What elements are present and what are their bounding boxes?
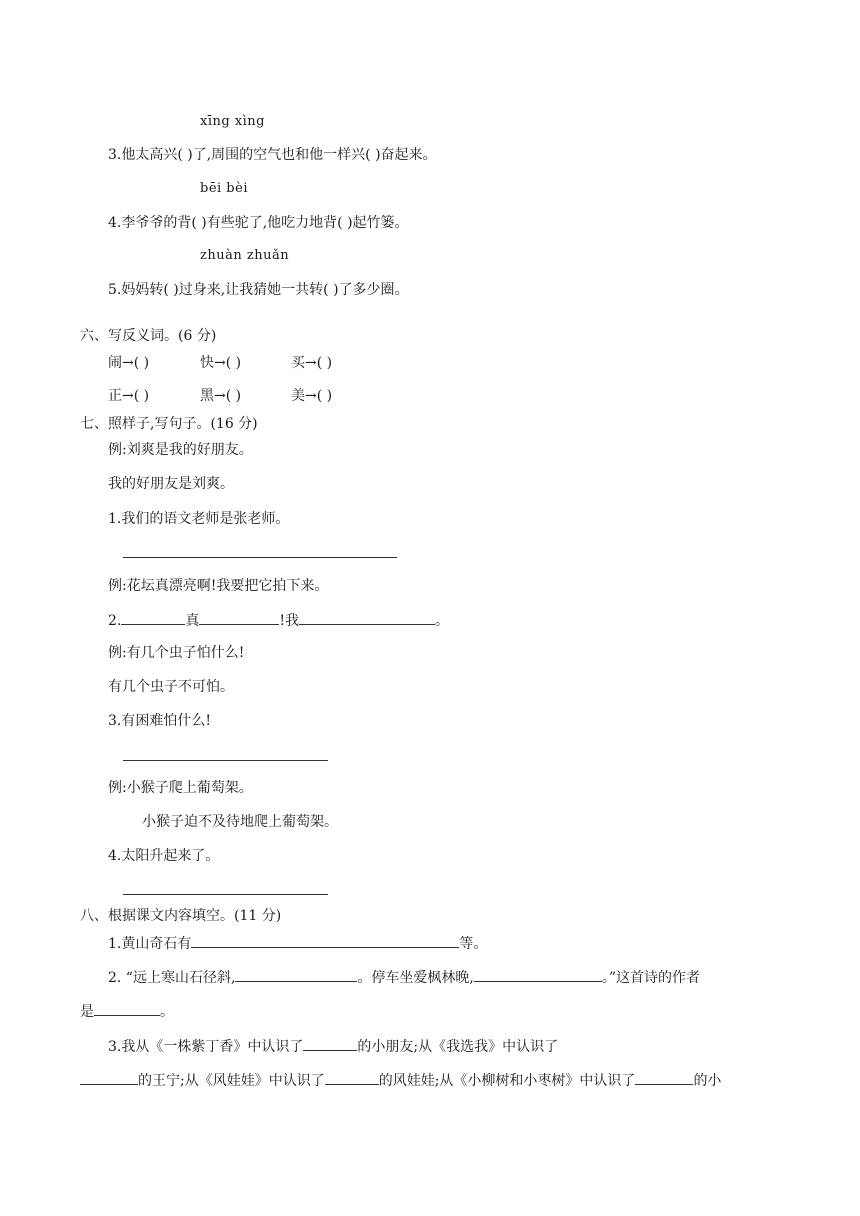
pinyin-bei: bēi bèi	[200, 181, 248, 196]
example-1-rewritten: 我的好朋友是刘爽。	[108, 476, 234, 492]
q8-1-end: 等。	[459, 936, 488, 952]
q2-text: 真	[185, 613, 200, 629]
question-8-1	[108, 933, 487, 954]
q8-3-text: 的风娃娃;从《小柳树和小枣树》中认识了	[378, 1073, 636, 1089]
blank[interactable]	[199, 610, 279, 625]
antonym-item: 正→( )	[108, 388, 150, 404]
section-8-heading: 八、根据课文内容填空。(11 分)	[80, 908, 282, 924]
question-5-4: 4.李爷爷的背( )有些驼了,他吃力地背( )起竹篓。	[108, 215, 409, 231]
question-5-5: 5.妈妈转( )过身来,让我猜她一共转( )了多少圈。	[108, 282, 409, 298]
blank[interactable]	[325, 1070, 379, 1085]
blank[interactable]	[474, 967, 602, 982]
pinyin-zhuan: zhuàn zhuǎn	[200, 248, 290, 263]
antonym-item: 闹→( )	[108, 355, 150, 371]
blank[interactable]	[191, 933, 459, 948]
question-8-2-cont	[80, 1001, 174, 1022]
question-8-2	[108, 967, 700, 988]
example-3-original: 例:有几个虫子怕什么!	[108, 645, 245, 661]
example-3-rewritten: 有几个虫子不可怕。	[108, 679, 234, 695]
antonym-item: 买→( )	[291, 355, 333, 371]
question-7-3: 3.有困难怕什么!	[108, 713, 211, 729]
antonym-item: 黑→( )	[200, 388, 242, 404]
q8-2-text: 。停车坐爱枫林晚,	[357, 970, 474, 986]
q8-3-text: 的小朋友;从《我选我》中认识了	[357, 1039, 559, 1055]
antonym-item: 快→( )	[200, 355, 242, 371]
q8-3-text: 的小	[693, 1073, 722, 1089]
q2-text: !我	[279, 613, 299, 629]
question-5-3: 3.他太高兴( )了,周围的空气也和他一样兴( )奋起来。	[108, 147, 437, 163]
question-7-4: 4.太阳升起来了。	[108, 848, 220, 864]
example-4-rewritten: 小猴子迫不及待地爬上葡萄架。	[142, 814, 338, 830]
section-6-heading: 六、写反义词。(6 分)	[80, 328, 217, 344]
blank[interactable]	[235, 967, 357, 982]
answer-line[interactable]	[123, 760, 328, 761]
question-8-3	[108, 1036, 558, 1057]
q8-2-text: 2. “远上寒山石径斜,	[108, 970, 236, 986]
answer-line[interactable]	[123, 557, 397, 558]
q2-end: 。	[435, 613, 449, 629]
q8-3-text: 3.我从《一株紫丁香》中认识了	[108, 1039, 304, 1055]
section-7-heading: 七、照样子,写句子。(16 分)	[80, 416, 258, 432]
blank[interactable]	[635, 1070, 693, 1085]
question-7-2	[108, 610, 449, 631]
pinyin-xing: xīng xìng	[200, 114, 265, 129]
example-1-original: 例:刘爽是我的好朋友。	[108, 442, 253, 458]
question-7-1: 1.我们的语文老师是张老师。	[108, 511, 290, 527]
blank[interactable]	[121, 610, 185, 625]
blank[interactable]	[80, 1070, 138, 1085]
example-4-original: 例:小猴子爬上葡萄架。	[108, 780, 253, 796]
example-2: 例:花坛真漂亮啊!我要把它拍下来。	[108, 578, 329, 594]
q8-3-text: 的王宁;从《风娃娃》中认识了	[138, 1073, 325, 1089]
q8-2-text: 。”这首诗的作者	[601, 970, 701, 986]
q2-number: 2.	[108, 613, 122, 629]
q8-2-text: 是	[80, 1004, 94, 1020]
blank[interactable]	[299, 610, 435, 625]
blank[interactable]	[303, 1036, 357, 1051]
blank[interactable]	[94, 1001, 160, 1016]
q8-1-text: 1.黄山奇石有	[108, 936, 192, 952]
q8-2-end: 。	[160, 1004, 174, 1020]
question-8-3-cont	[80, 1070, 721, 1091]
answer-line[interactable]	[123, 894, 328, 895]
antonym-item: 美→( )	[291, 388, 333, 404]
